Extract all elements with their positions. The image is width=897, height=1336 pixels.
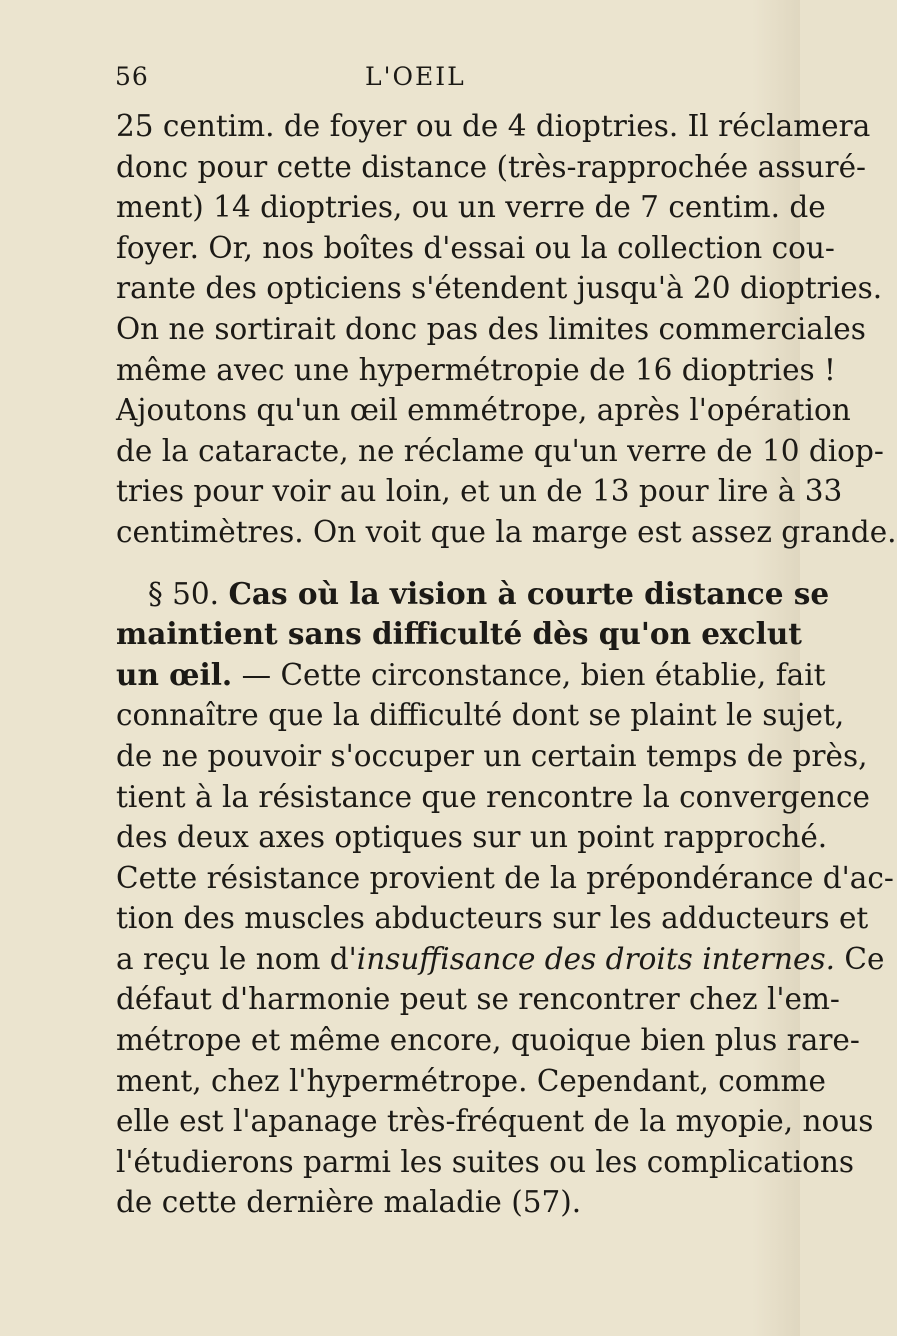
- section-title-line: maintient sans difficulté dès qu'on exclut: [116, 616, 802, 652]
- text-line: centimètres. On voit que la marge est assez grande.: [116, 514, 897, 549]
- text-line: de ne pouvoir s'occuper un certain temps de près,: [116, 738, 868, 773]
- section-number: § 50.: [148, 576, 220, 611]
- text-line: rante des opticiens s'étendent jusqu'à 20 dioptries.: [116, 271, 883, 306]
- body-text: [116, 106, 897, 1223]
- text-line: [116, 655, 826, 696]
- text-line: foyer. Or, nos boîtes d'essai ou la collection cou-: [116, 230, 835, 265]
- text-fragment: Ce: [835, 941, 885, 976]
- text-line: On ne sortirait donc pas des limites commerciales: [116, 311, 866, 346]
- paragraph-gap: [116, 553, 764, 574]
- text-line: Cette résistance provient de la prépondérance d'ac-: [116, 860, 894, 895]
- text-line: de cette dernière maladie (57).: [116, 1185, 582, 1220]
- text-fragment: a reçu le nom d': [116, 941, 357, 976]
- text-line: donc pour cette distance (très-rapprochée assuré-: [116, 149, 867, 184]
- text-line: Ajoutons qu'un œil emmétrope, après l'opération: [116, 393, 851, 428]
- text-line: de la cataracte, ne réclame qu'un verre de 10 diop-: [116, 433, 884, 468]
- text-line: 25 centim. de foyer ou de 4 dioptries. Il réclamera: [116, 109, 871, 143]
- section-title-end: un œil.: [116, 656, 233, 692]
- section-title: Cas où la vision à courte distance se: [228, 575, 830, 611]
- text-line: métrope et même encore, quoique bien plus rare-: [116, 1023, 860, 1058]
- running-title: L'OEIL: [365, 62, 466, 91]
- text-line: tient à la résistance que rencontre la convergence: [116, 779, 870, 814]
- text-line: des deux axes optiques sur un point rapproché.: [116, 820, 828, 855]
- text-line: tion des muscles abducteurs sur les adducteurs et: [116, 901, 869, 936]
- text-line: ment) 14 dioptries, ou un verre de 7 centim. de: [116, 190, 826, 225]
- section-text-start: — Cette circonstance, bien établie, fait: [241, 657, 826, 692]
- text-line: tries pour voir au loin, et un de 13 pour lire à 33: [116, 474, 843, 509]
- text-line: même avec une hypermétropie de 16 dioptries !: [116, 352, 836, 387]
- section-heading-line: [116, 574, 830, 615]
- text-line: défaut d'harmonie peut se rencontrer chez l'em-: [116, 982, 840, 1017]
- page-header: [115, 62, 760, 98]
- text-line: elle est l'apanage très-fréquent de la myopie, nous: [116, 1104, 874, 1139]
- text-line: l'étudierons parmi les suites ou les complications: [116, 1144, 855, 1179]
- italic-term: insuffisance des droits internes.: [356, 941, 836, 976]
- text-line: connaître que la difficulté dont se plaint le sujet,: [116, 698, 845, 733]
- text-line: [116, 939, 885, 980]
- page-number: 56: [115, 62, 149, 91]
- text-line: ment, chez l'hypermétrope. Cependant, comme: [116, 1063, 826, 1098]
